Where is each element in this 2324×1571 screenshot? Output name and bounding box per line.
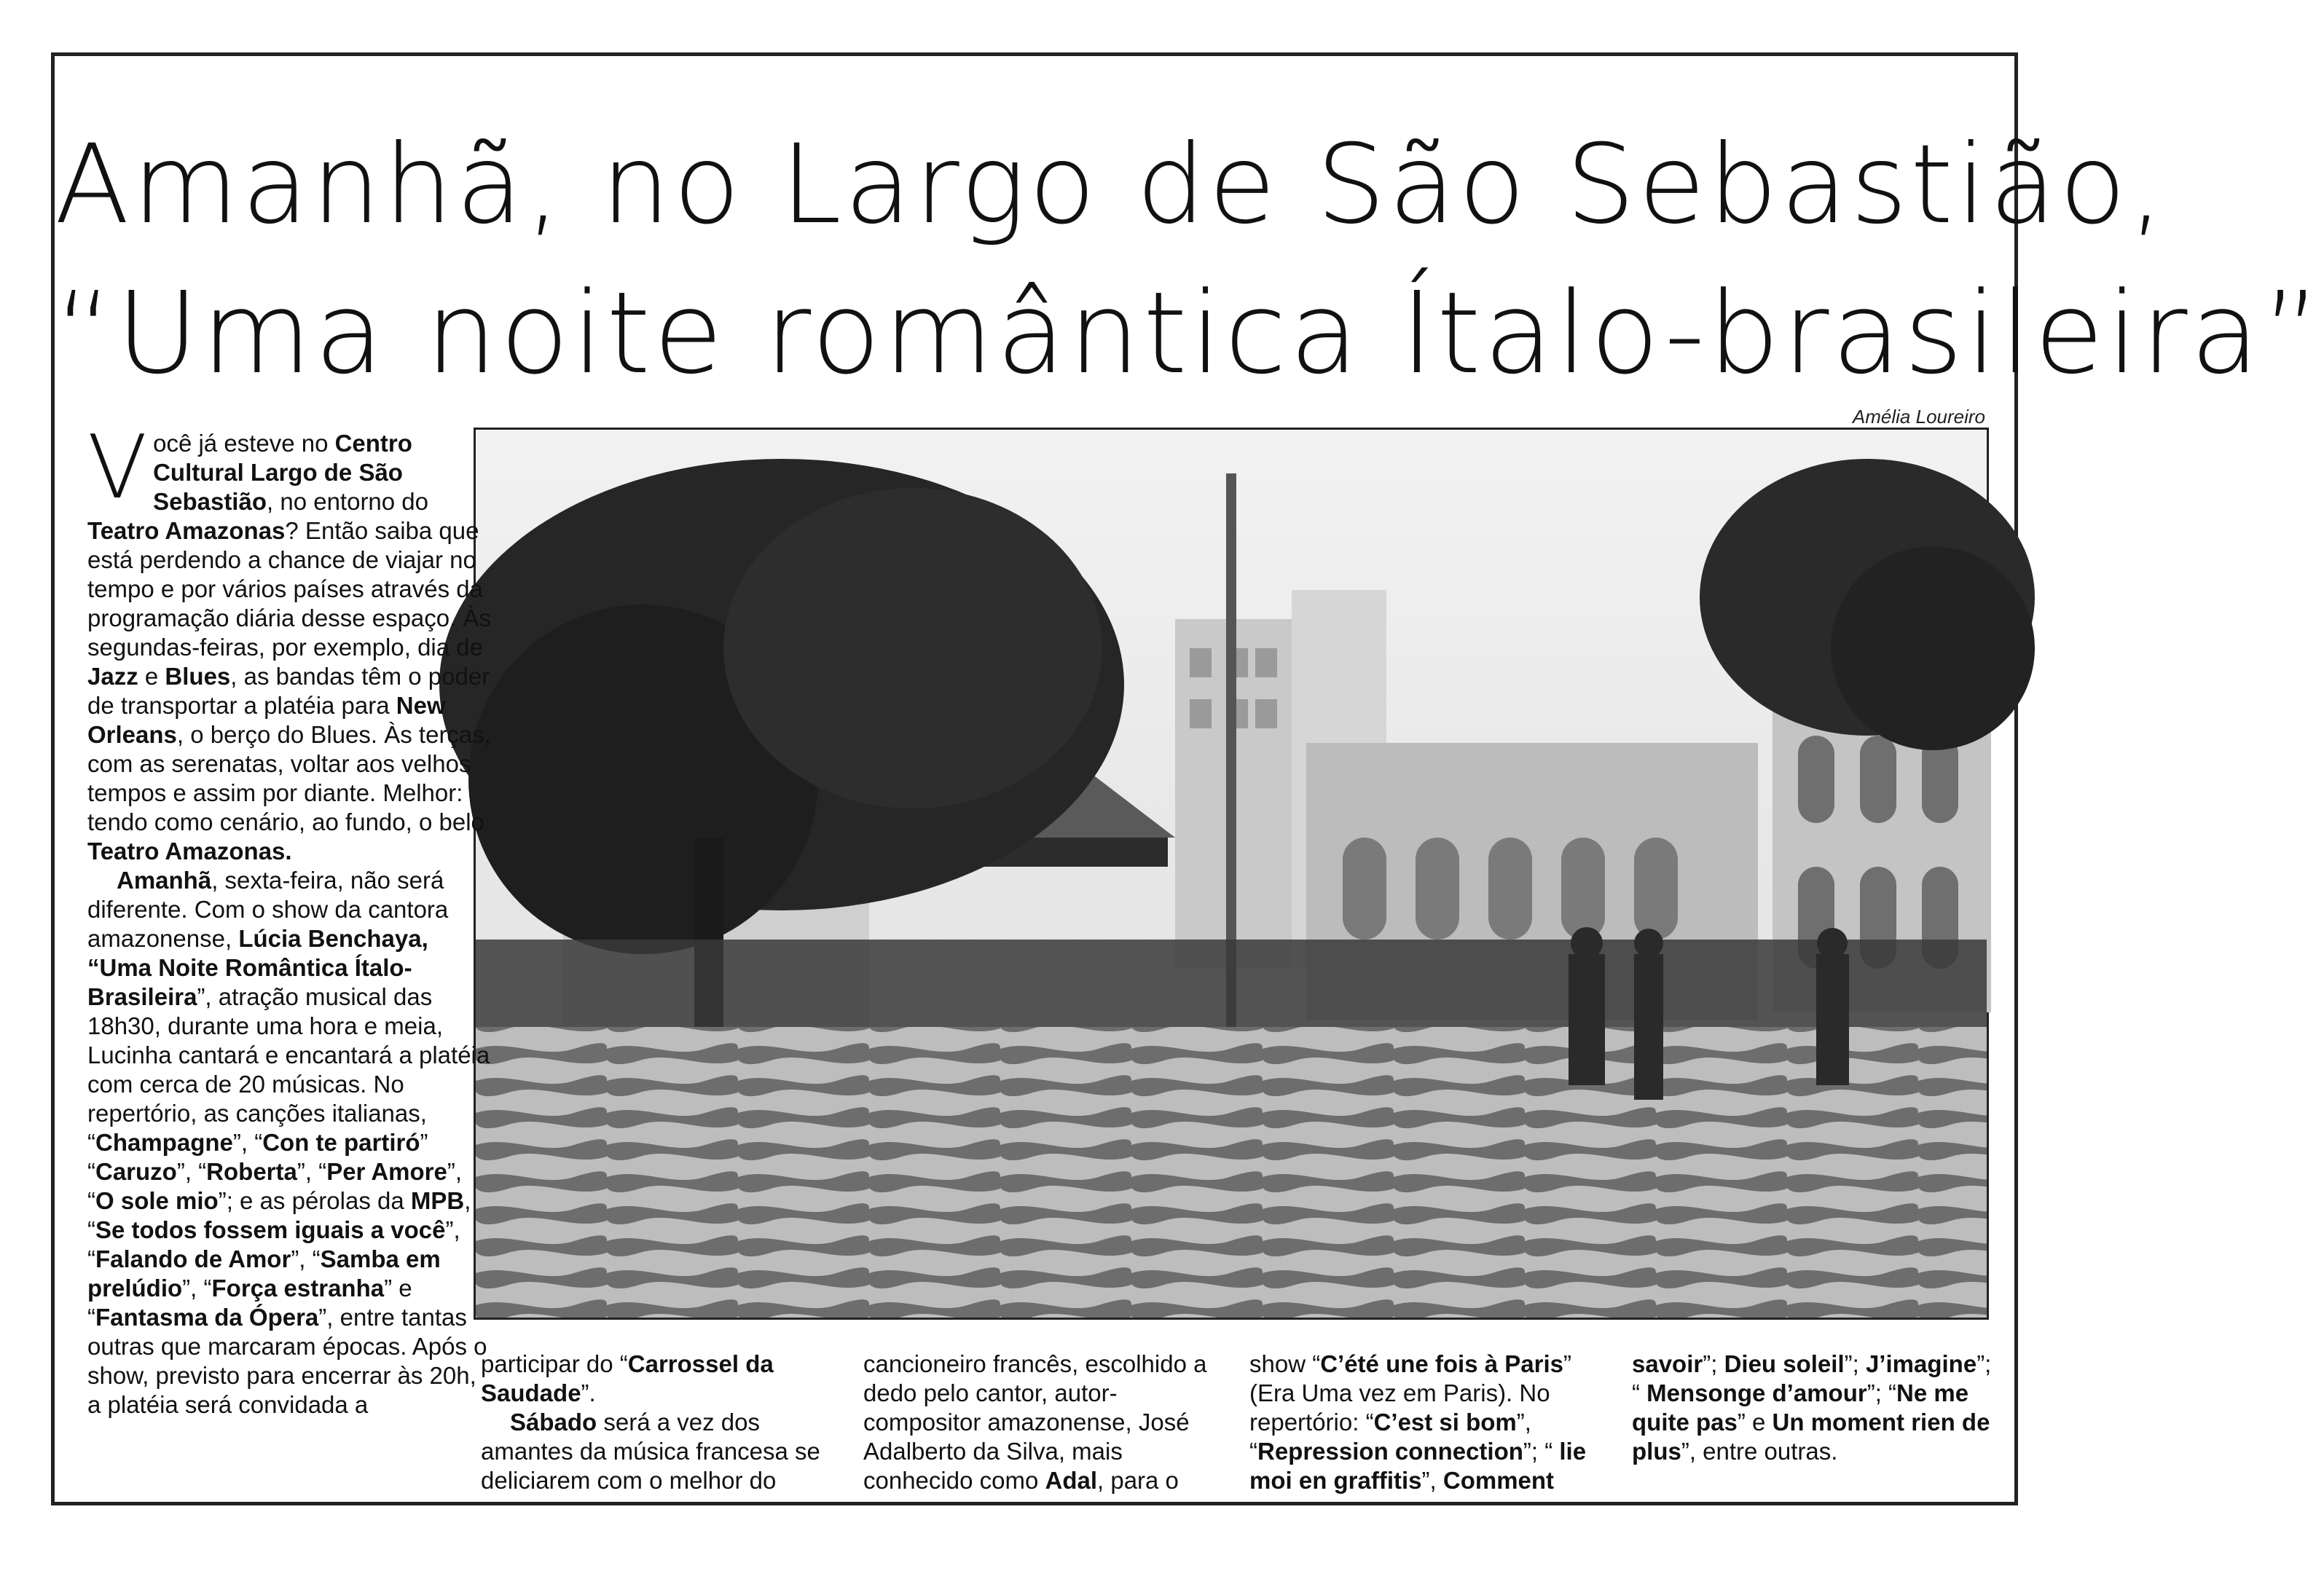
text-run: cancioneiro francês, escolhido a dedo pelo cantor, autor-compositor amazonense, José Adalberto da Silva, mais conhecido como bbox=[863, 1350, 1207, 1494]
text-run: ”; bbox=[1844, 1350, 1866, 1377]
bold-run: Adal bbox=[1045, 1467, 1097, 1494]
text-run: e bbox=[138, 663, 165, 690]
bold-run: J’imagine bbox=[1865, 1350, 1977, 1377]
text-run: , para o bbox=[1097, 1467, 1179, 1494]
bold-run: Carrossel da Saudade bbox=[481, 1350, 774, 1406]
photo-credit: Amélia Loureiro bbox=[1852, 406, 1985, 428]
article-column-4 bbox=[1249, 1350, 1614, 1495]
headline-line-2: “Uma noite romântica Ítalo-brasileira” bbox=[55, 267, 2324, 399]
bold-run: C’été une fois à Paris bbox=[1320, 1350, 1563, 1377]
text-run: ” (Era Uma vez em Paris). No repertório: “ bbox=[1249, 1350, 1571, 1436]
newspaper-page bbox=[51, 52, 2324, 1505]
bold-run: Teatro Amazonas bbox=[87, 517, 286, 544]
bold-run: Fantasma da Ópera bbox=[95, 1304, 319, 1331]
bold-run: Roberta bbox=[206, 1158, 297, 1185]
dropcap: V bbox=[87, 417, 148, 519]
text-run: show “ bbox=[1249, 1350, 1321, 1377]
text-run: ”, “ bbox=[182, 1275, 212, 1302]
text-run: ”, “ bbox=[232, 1129, 263, 1156]
paragraph-2 bbox=[87, 866, 492, 1420]
text-run: ”, “ bbox=[1249, 1409, 1531, 1465]
bold-run: Teatro Amazonas. bbox=[87, 838, 292, 865]
bold-run: Ne me quite pas bbox=[1632, 1379, 1969, 1436]
text-run: ”, “ bbox=[87, 1216, 460, 1272]
bold-run: Jazz bbox=[87, 663, 138, 690]
text-run: ”, entre outras. bbox=[1681, 1438, 1838, 1465]
text-run: ? Então saiba que está perdendo a chance de viajar no tempo e por vários países através da programação diária desse espaço. Às segundas-feiras, por exemplo, dia de bbox=[87, 517, 491, 661]
text-run: ”, “ bbox=[176, 1158, 207, 1185]
text-run: ”; “ bbox=[1866, 1379, 1897, 1406]
text-run: ” “ bbox=[87, 1129, 428, 1185]
bold-run: Lúcia Benchaya, “Uma Noite Romântica Ítalo-Brasileira bbox=[87, 925, 428, 1010]
bold-run: Sábado bbox=[510, 1409, 597, 1436]
article-column-3 bbox=[863, 1350, 1228, 1495]
bold-run: Un moment rien de plus bbox=[1632, 1409, 1990, 1465]
bold-run: C’est si bom bbox=[1373, 1409, 1517, 1436]
text-run: ”, “ bbox=[297, 1158, 327, 1185]
text-run: ” e “ bbox=[87, 1275, 412, 1331]
bold-run: Dieu soleil bbox=[1724, 1350, 1845, 1377]
column-2-line bbox=[481, 1350, 845, 1408]
bold-run: Mensonge d’amour bbox=[1646, 1379, 1867, 1406]
text-run: participar do “ bbox=[481, 1350, 628, 1377]
text-run: ocê já esteve no bbox=[153, 430, 335, 457]
bold-run: Falando de Amor bbox=[95, 1245, 291, 1272]
text-run: , o berço do Blues. Às terças, com as serenatas, voltar aos velhos tempos e assim por diante. Melhor: tendo como cenário, ao fundo, o belo bbox=[87, 721, 491, 835]
bold-run: Caruzo bbox=[95, 1158, 177, 1185]
text-run: ”, atração musical das 18h30, durante uma hora e meia, Lucinha cantará e encantará a platéia com cerca de 20 músicas. No repertório, as canções italianas, “ bbox=[87, 983, 490, 1156]
bold-run: savoir bbox=[1632, 1350, 1703, 1377]
paragraph-3-start bbox=[481, 1408, 845, 1495]
bold-run: lie moi en graffitis bbox=[1249, 1438, 1587, 1494]
text-run: , no entorno do bbox=[267, 488, 429, 515]
text-run: ”, bbox=[1421, 1467, 1443, 1494]
bold-run: Repression connection bbox=[1257, 1438, 1523, 1465]
article-column-5 bbox=[1632, 1350, 1996, 1466]
paragraph-1 bbox=[87, 417, 492, 866]
article-column-2 bbox=[481, 1350, 845, 1495]
text-run: , as bandas têm o poder de transportar a platéia para bbox=[87, 663, 490, 719]
bold-run: New Orleans bbox=[87, 692, 446, 748]
text-run: ”, “ bbox=[291, 1245, 321, 1272]
text-run: ”, entre tantas outras que marcaram épocas. Após o show, previsto para encerrar às 20h, a platéia será convidada a bbox=[87, 1304, 487, 1418]
text-run: ” e bbox=[1737, 1409, 1773, 1436]
bold-run: Comment bbox=[1442, 1467, 1555, 1494]
text-run: , “ bbox=[87, 1187, 471, 1243]
bold-run: Samba em prelúdio bbox=[87, 1245, 441, 1302]
bold-run: Centro Cultural Largo de São Sebastião bbox=[153, 430, 412, 515]
text-run: ”; “ bbox=[1632, 1350, 1992, 1406]
bold-run: Se todos fossem iguais a você bbox=[95, 1216, 446, 1243]
column-5-text bbox=[1632, 1350, 1996, 1466]
headline-line-1: Amanhã, no Largo de São Sebastião, bbox=[55, 122, 2167, 248]
bold-run: Amanhã bbox=[117, 867, 212, 894]
article-column-1 bbox=[87, 417, 492, 1420]
bold-run: Champagne bbox=[95, 1129, 233, 1156]
text-run: , sexta-feira, não será diferente. Com o show da cantora amazonense, bbox=[87, 867, 449, 952]
photo-largo-sao-sebastiao bbox=[474, 428, 1989, 1320]
column-4-text bbox=[1249, 1350, 1614, 1495]
bold-run: O sole mio bbox=[95, 1187, 219, 1214]
bold-run: Con te partiró bbox=[262, 1129, 420, 1156]
text-run: ”. bbox=[581, 1379, 596, 1406]
bold-run: Per Amore bbox=[326, 1158, 447, 1185]
text-run: ”; e as pérolas da bbox=[218, 1187, 411, 1214]
bold-run: Blues bbox=[165, 663, 231, 690]
bold-run: Força estranha bbox=[211, 1275, 385, 1302]
column-3-text bbox=[863, 1350, 1228, 1495]
bold-run: MPB bbox=[410, 1187, 465, 1214]
text-run: ”; “ bbox=[1523, 1438, 1560, 1465]
text-run: será a vez dos amantes da música francesa se deliciarem com o melhor do bbox=[481, 1409, 820, 1494]
text-run: ”; bbox=[1703, 1350, 1724, 1377]
text-run: ”, “ bbox=[87, 1158, 463, 1214]
